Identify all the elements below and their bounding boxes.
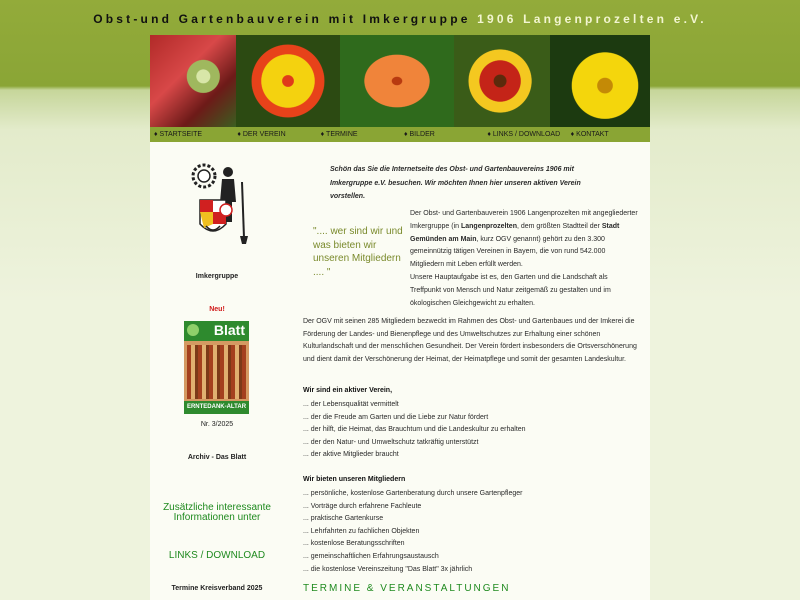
list-item: ... persönliche, kostenlose Gartenberatung durch unsere Gartenpfleger <box>303 490 523 497</box>
list-item: ... Lehrfahrten zu fachlichen Objekten <box>303 527 420 535</box>
nav-links-download[interactable]: ♦ LINKS / DOWNLOAD <box>487 131 561 138</box>
nav-startseite[interactable]: ♦ STARTSEITE <box>154 131 203 138</box>
banner-dahlia-image <box>236 35 340 127</box>
content-area <box>150 142 650 600</box>
list-item: ... Vorträge durch erfahrene Fachleute <box>303 502 422 510</box>
offer-heading: Wir bieten unseren Mitgliedern <box>303 476 406 483</box>
site-title <box>0 12 800 26</box>
about-bold-gemuenden: Stadt Gemünden am Main <box>410 222 620 243</box>
active-list <box>303 399 526 462</box>
magazine-header <box>184 321 249 341</box>
purpose-paragraph: Der OGV mit seinen 285 Mitgliedern bezweckt im Rahmen des Obst- und Gartenbaues und der Imkerei die Förderung der Landes- und Bienenpflege und des Umweltschutzes zur Erhaltung einer schönen Kulturlandschaft und der menschlichen Gesundheit. Der Verein fördert insbesonders die Ortsverschönerung und dient damit der Verschönerung der Heimat, der Heimatpflege und somit der gesamten Landeskultur. <box>303 318 637 364</box>
header-banner <box>150 35 650 127</box>
logo-caption: Imkergruppe <box>195 273 239 280</box>
list-item: ... der Lebensqualität vermittelt <box>303 401 399 408</box>
magazine-cover[interactable] <box>184 321 249 414</box>
club-logo-icon <box>186 162 254 248</box>
quote-text: ".... wer sind wir und was bieten wir unseren Mitgliedern .... " <box>313 226 403 278</box>
about-text <box>410 208 638 310</box>
archive-link[interactable]: Archiv - Das Blatt <box>187 454 247 461</box>
banner-gaillardia-image <box>454 35 550 127</box>
list-item: ... der den Natur- und Umweltschutz tatkräftig unterstützt <box>303 438 479 446</box>
list-item: ... kostenlose Beratungsschriften <box>303 540 405 548</box>
about-paragraph-2: Unsere Hauptaufgabe ist es, den Garten und die Landschaft als Treffpunkt von Mensch und Natur zeitgemäß zu gestalten und im ökologischen Gleichgewicht zu erhalten. <box>410 273 611 307</box>
list-item: ... praktische Gartenkurse <box>303 515 384 523</box>
about-paragraph-1: Der Obst- und Gartenbauverein 1906 Langenprozelten mit angegliederter Imkergruppe (in Langenprozelten, dem größten Stadtteil der Stadt Gemünden am Main, kurz OGV genannt) gehört zu den 3.300 gemeinnützig tätigen Vereinen in Bayern, die von rund 542.000 Mitgliedern mit Leben erfüllt werden. <box>410 210 638 269</box>
termine-kreisverband-link[interactable]: Termine Kreisverband 2025 <box>171 585 263 592</box>
extra-info-text: Zusätzliche interessante Informationen unter <box>163 502 271 523</box>
banner-dandelion-bee-image <box>550 35 650 127</box>
nav-bilder[interactable]: ♦ BILDER <box>403 131 435 138</box>
list-item: ... der die Freude am Garten und die Liebe zur Natur fördert <box>303 413 489 421</box>
list-item: ... der aktive Mitglieder braucht <box>303 451 399 459</box>
magazine-altar-photo <box>187 345 246 399</box>
main-nav <box>150 127 650 142</box>
site-title-year: 1906 Langenprozelten e.V. <box>477 12 707 26</box>
magazine-brand: Blatt <box>213 322 245 338</box>
nav-der-verein[interactable]: ♦ DER VEREIN <box>237 131 286 138</box>
nav-kontakt[interactable]: ♦ KONTAKT <box>570 131 609 138</box>
sidebar <box>150 142 284 600</box>
list-item: ... gemeinschaftlichen Erfahrungsaustausch <box>303 552 439 560</box>
intro-text: Schön das Sie die Internetseite des Obst- und Gartenbauvereins 1906 mit Imkergruppe e.V. besuchen. Wir möchten Ihnen hier unseren aktiven Verein vorstellen. <box>330 166 581 200</box>
site-title-main: Obst-und Gartenbauverein mit Imkergruppe <box>93 12 471 26</box>
banner-grapes-image <box>150 35 236 127</box>
magazine-logo-icon <box>187 324 199 336</box>
main-column <box>303 142 643 600</box>
list-item: ... die kostenlose Vereinszeitung "Das Blatt" 3x jährlich <box>303 565 473 573</box>
active-heading: Wir sind ein aktiver Verein, <box>303 387 393 394</box>
offer-list <box>303 488 522 576</box>
termine-heading: TERMINE & VERANSTALTUNGEN <box>303 583 511 594</box>
new-badge: Neu! <box>209 306 225 313</box>
banner-lily-image <box>340 35 454 127</box>
magazine-issue: Nr. 3/2025 <box>200 421 234 428</box>
nav-termine[interactable]: ♦ TERMINE <box>320 131 358 138</box>
about-bold-langenprozelten: Langenprozelten <box>460 222 517 230</box>
magazine-cover-title: ERNTEDANK-ALTAR <box>184 401 249 414</box>
list-item: ... der hilft, die Heimat, das Brauchtum und die Landeskultur zu erhalten <box>303 426 526 434</box>
sidebar-links-download[interactable]: LINKS / DOWNLOAD <box>168 550 266 561</box>
